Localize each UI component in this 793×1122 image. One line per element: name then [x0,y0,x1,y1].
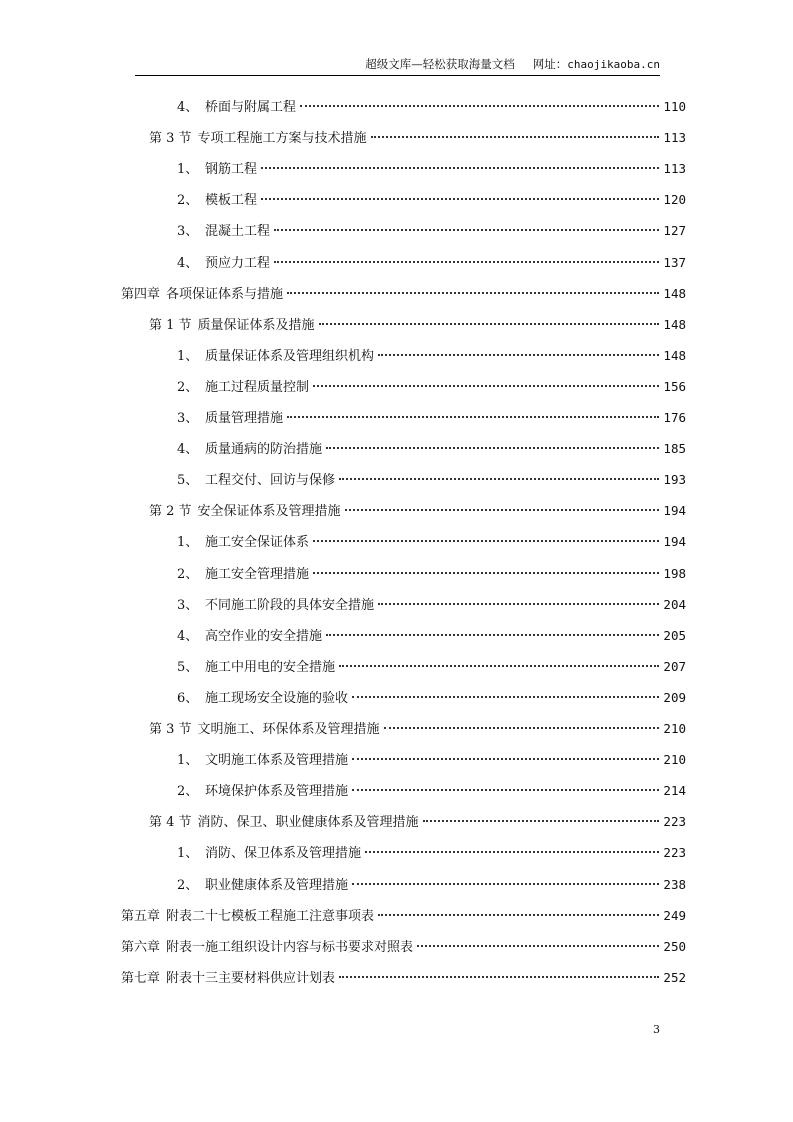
toc-entry-title: 消防、保卫、职业健康体系及管理措施 [197,815,419,830]
toc-entry-number: 1、 [177,846,199,861]
toc-entry-number: 2、 [177,878,199,893]
toc-entry[interactable] [121,905,686,927]
toc-entry-page: 205 [663,628,686,643]
toc-dot-leader [274,229,659,231]
toc-entry-title: 钢筋工程 [205,162,258,177]
toc-entry-page: 185 [663,441,686,456]
toc-entry-page: 210 [663,752,686,767]
toc-dot-leader [326,447,659,449]
toc-entry-number: 3、 [177,411,199,426]
toc-entry-title: 质量保证体系及措施 [197,318,315,333]
toc-entry-title: 施工安全管理措施 [205,567,310,582]
toc-entry-title: 质量管理措施 [205,411,284,426]
toc-entry-page: 249 [663,908,686,923]
toc-dot-leader [339,665,659,667]
toc-entry[interactable] [177,625,686,647]
toc-entry-page: 252 [663,970,686,985]
toc-entry-title: 施工现场安全设施的验收 [205,691,349,706]
toc-entry-page: 250 [663,939,686,954]
toc-dot-leader [326,634,659,636]
toc-entry[interactable] [177,687,686,709]
toc-entry[interactable] [149,500,686,522]
toc-entry-number: 第 3 节 [149,722,192,737]
toc-entry-title: 混凝土工程 [205,224,271,239]
toc-dot-leader [352,758,659,760]
toc-entry-number: 1、 [177,162,199,177]
toc-dot-leader [261,198,659,200]
toc-entry[interactable] [177,842,686,864]
toc-entry-title: 职业健康体系及管理措施 [205,878,349,893]
toc-entry-title: 施工中用电的安全措施 [205,660,336,675]
toc-entry-title: 高空作业的安全措施 [205,629,323,644]
header-url[interactable]: chaojikaoba.cn [567,58,660,71]
toc-entry-number: 5、 [177,660,199,675]
toc-entry-number: 4、 [177,442,199,457]
toc-entry-number: 2、 [177,380,199,395]
toc-dot-leader [274,261,659,263]
toc-dot-leader [313,540,659,542]
toc-entry[interactable] [177,189,686,211]
toc-entry-title: 安全保证体系及管理措施 [197,504,341,519]
toc-entry[interactable] [177,407,686,429]
toc-entry[interactable] [177,874,686,896]
toc-entry[interactable] [177,345,686,367]
toc-entry-page: 156 [663,379,686,394]
toc-entry-number: 3、 [177,224,199,239]
toc-entry-number: 第 4 节 [149,815,192,830]
toc-entry-title: 施工过程质量控制 [205,380,310,395]
toc-dot-leader [313,572,659,574]
toc-entry[interactable] [177,376,686,398]
toc-entry[interactable] [177,594,686,616]
toc-entry-number: 4、 [177,629,199,644]
toc-entry[interactable] [121,967,686,989]
toc-dot-leader [352,883,659,885]
toc-dot-leader [339,478,659,480]
toc-entry-page: 210 [663,721,686,736]
toc-entry-number: 第四章 [121,287,161,302]
toc-entry-page: 214 [663,783,686,798]
toc-entry-page: 176 [663,410,686,425]
toc-entry[interactable] [177,749,686,771]
toc-entry-title: 专项工程施工方案与技术措施 [197,131,367,146]
toc-entry[interactable] [177,563,686,585]
toc-entry[interactable] [177,220,686,242]
toc-dot-leader [371,136,660,138]
toc-entry-page: 223 [663,814,686,829]
toc-entry[interactable] [149,718,686,740]
toc-entry-number: 第五章 [121,909,161,924]
toc-entry[interactable] [177,469,686,491]
toc-entry[interactable] [149,811,686,833]
toc-entry-number: 5、 [177,473,199,488]
toc-entry-page: 223 [663,845,686,860]
toc-entry-number: 1、 [177,535,199,550]
toc-entry-page: 209 [663,690,686,705]
toc-dot-leader [352,789,659,791]
toc-entry[interactable] [149,127,686,149]
toc-dot-leader [378,914,659,916]
toc-entry-title: 模板工程 [205,193,258,208]
toc-entry-number: 第 1 节 [149,318,192,333]
toc-dot-leader [319,323,660,325]
page-number: 3 [653,1023,660,1036]
toc-entry-title: 质量保证体系及管理组织机构 [205,349,375,364]
toc-entry-title: 附表二十七模板工程施工注意事项表 [166,909,375,924]
toc-entry-number: 第 2 节 [149,504,192,519]
toc-entry[interactable] [177,531,686,553]
toc-dot-leader [300,105,659,107]
toc-entry-number: 4、 [177,100,199,115]
toc-entry-page: 148 [663,286,686,301]
toc-entry-page: 198 [663,566,686,581]
toc-dot-leader [417,945,659,947]
toc-dot-leader [352,696,659,698]
toc-entry[interactable] [177,780,686,802]
toc-dot-leader [339,976,659,978]
toc-dot-leader [287,292,659,294]
toc-entry[interactable] [121,283,686,305]
toc-entry-number: 第七章 [121,971,161,986]
toc-dot-leader [384,727,660,729]
toc-entry-page: 148 [663,317,686,332]
toc-entry-title: 工程交付、回访与保修 [205,473,336,488]
toc-entry-number: 2、 [177,567,199,582]
header-site-text: 超级文库—轻松获取海量文档 [365,57,515,71]
toc-entry-page: 120 [663,192,686,207]
toc-entry-page: 194 [663,534,686,549]
toc-entry-title: 桥面与附属工程 [205,100,297,115]
toc-entry-number: 4、 [177,256,199,271]
toc-entry[interactable] [177,96,686,118]
toc-entry-title: 各项保证体系与措施 [166,287,284,302]
toc-entry[interactable] [177,158,686,180]
toc-dot-leader [378,354,659,356]
toc-entry[interactable] [177,252,686,274]
page-header [135,57,660,76]
toc-dot-leader [365,851,659,853]
toc-entry-title: 文明施工体系及管理措施 [205,753,349,768]
toc-entry-title: 附表十三主要材料供应计划表 [166,971,336,986]
toc-entry-number: 2、 [177,193,199,208]
toc-entry-page: 207 [663,659,686,674]
toc-entry-title: 质量通病的防治措施 [205,442,323,457]
toc-entry-page: 193 [663,472,686,487]
toc-dot-leader [345,509,660,511]
toc-entry-number: 2、 [177,784,199,799]
toc-entry[interactable] [177,438,686,460]
toc-entry-page: 113 [663,161,686,176]
toc-entry[interactable] [177,656,686,678]
toc-entry-number: 3、 [177,598,199,613]
toc-entry-title: 环境保护体系及管理措施 [205,784,349,799]
toc-entry-page: 113 [663,130,686,145]
toc-entry-number: 6、 [177,691,199,706]
toc-entry-number: 1、 [177,753,199,768]
toc-entry-number: 1、 [177,349,199,364]
toc-dot-leader [313,385,659,387]
toc-entry-title: 文明施工、环保体系及管理措施 [197,722,380,737]
toc-entry-page: 127 [663,223,686,238]
toc-entry[interactable] [149,314,686,336]
toc-dot-leader [287,416,659,418]
toc-entry-page: 238 [663,877,686,892]
toc-entry-page: 148 [663,348,686,363]
toc-entry[interactable] [121,936,686,958]
toc-dot-leader [378,603,659,605]
toc-entry-title: 施工安全保证体系 [205,535,310,550]
toc-entry-title: 预应力工程 [205,256,271,271]
header-url-label: 网址： [532,57,568,71]
toc-entry-page: 194 [663,503,686,518]
toc-entry-page: 110 [663,99,686,114]
toc-entry-page: 137 [663,255,686,270]
toc-entry-title: 附表一施工组织设计内容与标书要求对照表 [166,940,414,955]
toc-entry-number: 第六章 [121,940,161,955]
toc-dot-leader [261,167,659,169]
toc-entry-page: 204 [663,597,686,612]
toc-entry-number: 第 3 节 [149,131,192,146]
toc-entry-title: 消防、保卫体系及管理措施 [205,846,362,861]
toc-entry-title: 不同施工阶段的具体安全措施 [205,598,375,613]
toc-dot-leader [423,820,660,822]
